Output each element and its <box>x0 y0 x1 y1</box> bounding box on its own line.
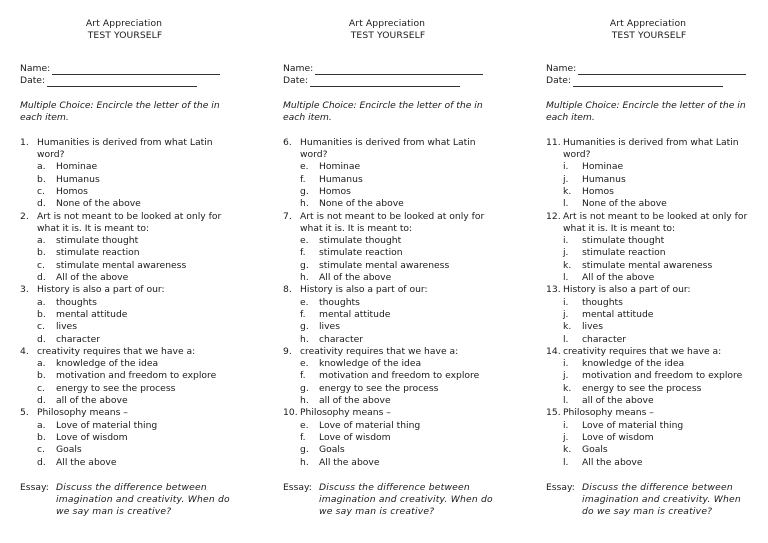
question-number: 3. <box>20 284 29 296</box>
option-letter: g. <box>300 382 309 394</box>
question <box>20 137 230 162</box>
answer-option[interactable] <box>546 334 752 346</box>
option-letter: k. <box>563 185 572 197</box>
answer-option[interactable] <box>546 370 752 382</box>
question <box>20 407 230 419</box>
question-number: 8. <box>283 284 292 296</box>
question-block <box>546 346 752 407</box>
option-text: Goals <box>56 444 82 456</box>
option-letter: b. <box>37 308 46 320</box>
question-number: 15. <box>546 407 561 419</box>
option-text: character <box>319 333 363 345</box>
question-text: Humanities is derived from what Latin word? <box>300 136 476 161</box>
option-text: lives <box>56 321 77 333</box>
option-letter: c. <box>37 321 45 333</box>
answer-option[interactable] <box>20 358 230 370</box>
question-number: 5. <box>20 407 29 419</box>
answer-option[interactable] <box>283 383 493 395</box>
name-label: Name: <box>283 62 314 74</box>
answer-option[interactable] <box>20 383 230 395</box>
option-letter: l. <box>563 395 569 407</box>
instruction-text: Encircle the letter of the in each item. <box>546 100 746 124</box>
option-text: stimulate mental awareness <box>56 259 187 271</box>
option-letter: f. <box>300 247 306 259</box>
question <box>546 407 752 419</box>
instructions <box>546 100 752 125</box>
option-text: energy to see the process <box>582 382 702 394</box>
answer-option[interactable] <box>546 260 752 272</box>
answer-option[interactable] <box>283 358 493 370</box>
option-text: all of the above <box>56 395 128 407</box>
option-text: knowledge of the idea <box>319 358 422 370</box>
option-text: All of the above <box>56 272 129 284</box>
option-text: All the above <box>582 456 643 468</box>
question-block <box>283 137 493 211</box>
name-input-line[interactable] <box>578 65 746 75</box>
question-number: 1. <box>20 136 29 148</box>
answer-option[interactable] <box>20 174 230 186</box>
question-text: Art is not meant to be looked at only for what it is. It is meant to: <box>300 210 485 234</box>
answer-option[interactable] <box>546 186 752 198</box>
option-letter: g. <box>300 321 309 333</box>
option-text: thoughts <box>319 296 360 308</box>
question-number: 14. <box>546 345 561 357</box>
option-text: All the above <box>319 456 380 468</box>
answer-option[interactable] <box>20 297 230 309</box>
question <box>546 284 752 296</box>
option-letter: f. <box>300 370 306 382</box>
instruction-text: Encircle the letter of the in each item. <box>20 100 220 124</box>
question <box>546 346 752 358</box>
answer-option[interactable] <box>20 247 230 259</box>
answer-option[interactable] <box>283 370 493 382</box>
option-letter: l. <box>563 456 569 468</box>
answer-option[interactable] <box>546 420 752 432</box>
option-text: all of the above <box>319 395 391 407</box>
option-text: motivation and freedom to explore <box>56 370 217 382</box>
option-letter: d. <box>37 456 46 468</box>
essay-section <box>20 482 230 519</box>
question <box>283 346 493 358</box>
essay-prompt: Discuss the difference between imagination and creativity. When do we say man is creative? <box>582 481 741 518</box>
question-text: Humanities is derived from what Latin word? <box>563 136 739 161</box>
question <box>20 346 230 358</box>
option-letter: k. <box>563 382 572 394</box>
answer-option[interactable] <box>546 358 752 370</box>
answer-option[interactable] <box>283 235 493 247</box>
option-text: thoughts <box>582 296 623 308</box>
option-letter: f. <box>300 431 306 443</box>
option-letter: j. <box>563 370 569 382</box>
quiz-subtitle: TEST YOURSELF <box>611 30 687 42</box>
option-text: mental attitude <box>56 308 128 320</box>
option-letter: a. <box>37 419 46 431</box>
question-block <box>20 407 230 468</box>
option-letter: c. <box>37 382 45 394</box>
option-letter: k. <box>563 444 572 456</box>
question-block <box>283 346 493 407</box>
answer-option[interactable] <box>283 174 493 186</box>
question <box>283 137 493 162</box>
option-text: mental attitude <box>319 308 391 320</box>
answer-option[interactable] <box>20 309 230 321</box>
quiz-column <box>283 18 493 519</box>
option-text: Homos <box>582 185 614 197</box>
option-text: stimulate reaction <box>319 247 403 259</box>
answer-option[interactable] <box>20 432 230 444</box>
option-letter: b. <box>37 173 46 185</box>
option-text: None of the above <box>56 198 141 210</box>
question-text: creativity requires that we have a: <box>300 345 459 357</box>
option-letter: a. <box>37 296 46 308</box>
question <box>20 284 230 296</box>
answer-option[interactable] <box>546 444 752 456</box>
question-block <box>546 407 752 468</box>
option-letter: e. <box>300 235 309 247</box>
option-letter: b. <box>37 431 46 443</box>
option-letter: e. <box>300 358 309 370</box>
date-label: Date: <box>546 74 572 86</box>
question-text: Philosophy means – <box>563 407 654 419</box>
option-letter: i. <box>563 235 569 247</box>
question-text: Art is not meant to be looked at only for what it is. It is meant to: <box>563 210 748 234</box>
instruction-lead: Multiple Choice: <box>546 100 623 112</box>
option-letter: f. <box>300 173 306 185</box>
essay-prompt: Discuss the difference between imagination and creativity. When do we say man is creative? <box>319 481 493 518</box>
answer-option[interactable] <box>283 457 493 469</box>
question-block <box>546 284 752 345</box>
answer-option[interactable] <box>283 198 493 210</box>
date-field <box>283 75 493 87</box>
option-text: Humanus <box>582 173 626 185</box>
instructions <box>283 100 493 125</box>
option-letter: k. <box>563 321 572 333</box>
option-text: stimulate mental awareness <box>319 259 450 271</box>
option-letter: j. <box>563 247 569 259</box>
question-number: 7. <box>283 210 292 222</box>
answer-option[interactable] <box>20 321 230 333</box>
answer-option[interactable] <box>546 383 752 395</box>
option-text: motivation and freedom to explore <box>582 370 743 382</box>
answer-option[interactable] <box>546 272 752 284</box>
option-letter: l. <box>563 198 569 210</box>
name-field <box>546 63 752 75</box>
option-text: stimulate mental awareness <box>582 259 713 271</box>
question-block <box>546 211 752 285</box>
essay-label: Essay: <box>283 481 312 493</box>
option-text: Love of wisdom <box>56 431 128 443</box>
option-letter: c. <box>37 444 45 456</box>
quiz-title: Art Appreciation <box>609 18 687 29</box>
question-text: Philosophy means – <box>300 407 391 419</box>
option-text: lives <box>319 321 340 333</box>
option-letter: i. <box>563 296 569 308</box>
option-letter: h. <box>300 272 309 284</box>
question-text: History is also a part of our: <box>300 284 428 296</box>
answer-option[interactable] <box>546 309 752 321</box>
question-number: 10. <box>283 407 298 419</box>
answer-option[interactable] <box>20 370 230 382</box>
option-letter: j. <box>563 308 569 320</box>
answer-option[interactable] <box>283 161 493 173</box>
option-letter: l. <box>563 333 569 345</box>
question-block <box>20 284 230 345</box>
option-text: Goals <box>319 444 345 456</box>
option-letter: i. <box>563 419 569 431</box>
question <box>546 137 752 162</box>
answer-option[interactable] <box>283 395 493 407</box>
option-text: Hominae <box>582 161 624 173</box>
date-input-line[interactable] <box>573 77 723 87</box>
option-letter: h. <box>300 333 309 345</box>
question-number: 13. <box>546 284 561 296</box>
name-field <box>283 63 493 75</box>
question-block <box>283 211 493 285</box>
option-letter: g. <box>300 185 309 197</box>
name-input-line[interactable] <box>315 65 483 75</box>
option-text: stimulate reaction <box>582 247 666 259</box>
question-text: History is also a part of our: <box>563 284 691 296</box>
option-letter: e. <box>300 296 309 308</box>
question-text: creativity requires that we have a: <box>37 345 196 357</box>
option-letter: d. <box>37 333 46 345</box>
quiz-subtitle: TEST YOURSELF <box>350 30 426 42</box>
option-text: Love of material thing <box>582 419 684 431</box>
answer-option[interactable] <box>546 457 752 469</box>
option-text: All the above <box>56 456 117 468</box>
option-text: stimulate thought <box>319 235 402 247</box>
question-text: Humanities is derived from what Latin word? <box>37 136 213 161</box>
answer-option[interactable] <box>283 420 493 432</box>
option-text: thoughts <box>56 296 97 308</box>
option-letter: c. <box>37 259 45 271</box>
option-text: Humanus <box>319 173 363 185</box>
quiz-title: Art Appreciation <box>348 18 426 29</box>
date-input-line[interactable] <box>47 77 197 87</box>
option-text: All of the above <box>319 272 392 284</box>
option-text: Homos <box>319 185 351 197</box>
quiz-subtitle: TEST YOURSELF <box>87 30 163 42</box>
answer-option[interactable] <box>20 334 230 346</box>
question-text: History is also a part of our: <box>37 284 165 296</box>
option-letter: d. <box>37 395 46 407</box>
answer-option[interactable] <box>283 247 493 259</box>
name-label: Name: <box>20 62 51 74</box>
option-text: Love of material thing <box>319 419 421 431</box>
option-text: All of the above <box>582 272 655 284</box>
option-text: energy to see the process <box>56 382 176 394</box>
answer-option[interactable] <box>20 186 230 198</box>
question-block <box>20 211 230 285</box>
question-number: 11. <box>546 136 561 148</box>
date-field <box>20 75 230 87</box>
answer-option[interactable] <box>283 186 493 198</box>
option-letter: i. <box>563 358 569 370</box>
answer-option[interactable] <box>283 334 493 346</box>
option-letter: j. <box>563 431 569 443</box>
option-letter: a. <box>37 161 46 173</box>
answer-option[interactable] <box>283 321 493 333</box>
option-text: energy to see the process <box>319 382 439 394</box>
name-label: Name: <box>546 62 577 74</box>
option-text: stimulate reaction <box>56 247 140 259</box>
question <box>20 211 230 236</box>
answer-option[interactable] <box>20 395 230 407</box>
option-text: Love of wisdom <box>319 431 391 443</box>
answer-option[interactable] <box>546 297 752 309</box>
option-text: lives <box>582 321 603 333</box>
question <box>283 211 493 236</box>
essay-prompt: Discuss the difference between imagination and creativity. When do we say man is creative? <box>56 481 230 518</box>
option-letter: b. <box>37 247 46 259</box>
question <box>546 211 752 236</box>
question-block <box>546 137 752 211</box>
option-text: Humanus <box>56 173 100 185</box>
answer-option[interactable] <box>546 395 752 407</box>
date-field <box>546 75 752 87</box>
answer-option[interactable] <box>20 444 230 456</box>
option-letter: i. <box>563 161 569 173</box>
option-text: stimulate thought <box>582 235 665 247</box>
answer-option[interactable] <box>546 161 752 173</box>
option-letter: l. <box>563 272 569 284</box>
answer-option[interactable] <box>283 309 493 321</box>
option-text: all of the above <box>582 395 654 407</box>
option-letter: h. <box>300 456 309 468</box>
option-text: character <box>56 333 100 345</box>
answer-option[interactable] <box>20 235 230 247</box>
option-text: Homos <box>56 185 88 197</box>
quiz-column <box>546 18 752 519</box>
instruction-lead: Multiple Choice: <box>20 100 97 112</box>
answer-option[interactable] <box>283 297 493 309</box>
essay-label: Essay: <box>20 481 49 493</box>
answer-option[interactable] <box>546 432 752 444</box>
option-letter: f. <box>300 308 306 320</box>
option-letter: d. <box>37 198 46 210</box>
option-text: None of the above <box>582 198 667 210</box>
answer-option[interactable] <box>20 161 230 173</box>
option-text: Love of material thing <box>56 419 158 431</box>
instruction-lead: Multiple Choice: <box>283 100 360 112</box>
answer-option[interactable] <box>283 260 493 272</box>
answer-option[interactable] <box>546 247 752 259</box>
date-label: Date: <box>283 74 309 86</box>
option-text: motivation and freedom to explore <box>319 370 480 382</box>
instruction-text: Encircle the letter of the in each item. <box>283 100 483 124</box>
question-block <box>283 407 493 468</box>
quiz-title: Art Appreciation <box>85 18 163 29</box>
option-text: mental attitude <box>582 308 654 320</box>
essay-section <box>546 482 752 519</box>
option-text: knowledge of the idea <box>56 358 159 370</box>
answer-option[interactable] <box>546 198 752 210</box>
option-letter: k. <box>563 259 572 271</box>
answer-option[interactable] <box>20 457 230 469</box>
option-letter: b. <box>37 370 46 382</box>
option-letter: a. <box>37 235 46 247</box>
question-text: creativity requires that we have a: <box>563 345 722 357</box>
option-text: Hominae <box>56 161 98 173</box>
answer-option[interactable] <box>20 198 230 210</box>
question-number: 6. <box>283 136 292 148</box>
answer-option[interactable] <box>546 174 752 186</box>
answer-option[interactable] <box>283 444 493 456</box>
name-field <box>20 63 230 75</box>
question <box>283 284 493 296</box>
date-input-line[interactable] <box>310 77 460 87</box>
answer-option[interactable] <box>20 420 230 432</box>
option-text: Hominae <box>319 161 361 173</box>
option-letter: d. <box>37 272 46 284</box>
answer-option[interactable] <box>283 272 493 284</box>
option-letter: h. <box>300 198 309 210</box>
option-text: Love of wisdom <box>582 431 654 443</box>
answer-option[interactable] <box>283 432 493 444</box>
option-letter: g. <box>300 444 309 456</box>
option-letter: j. <box>563 173 569 185</box>
option-letter: e. <box>300 419 309 431</box>
option-text: knowledge of the idea <box>582 358 685 370</box>
name-input-line[interactable] <box>52 65 220 75</box>
option-letter: g. <box>300 259 309 271</box>
instructions <box>20 100 230 125</box>
quiz-column <box>20 18 230 519</box>
question-number: 4. <box>20 345 29 357</box>
option-text: None of the above <box>319 198 404 210</box>
option-text: Goals <box>582 444 608 456</box>
answer-option[interactable] <box>20 272 230 284</box>
option-letter: c. <box>37 185 45 197</box>
question-block <box>20 137 230 211</box>
question-number: 12. <box>546 210 561 222</box>
option-text: character <box>582 333 626 345</box>
option-letter: a. <box>37 358 46 370</box>
date-label: Date: <box>20 74 46 86</box>
question-text: Art is not meant to be looked at only for what it is. It is meant to: <box>37 210 222 234</box>
answer-option[interactable] <box>546 321 752 333</box>
question-block <box>283 284 493 345</box>
essay-label: Essay: <box>546 481 575 493</box>
answer-option[interactable] <box>20 260 230 272</box>
essay-section <box>283 482 493 519</box>
question <box>283 407 493 419</box>
option-letter: h. <box>300 395 309 407</box>
question-number: 9. <box>283 345 292 357</box>
question-text: Philosophy means – <box>37 407 128 419</box>
question-block <box>20 346 230 407</box>
answer-option[interactable] <box>546 235 752 247</box>
question-number: 2. <box>20 210 29 222</box>
option-letter: e. <box>300 161 309 173</box>
option-text: stimulate thought <box>56 235 139 247</box>
